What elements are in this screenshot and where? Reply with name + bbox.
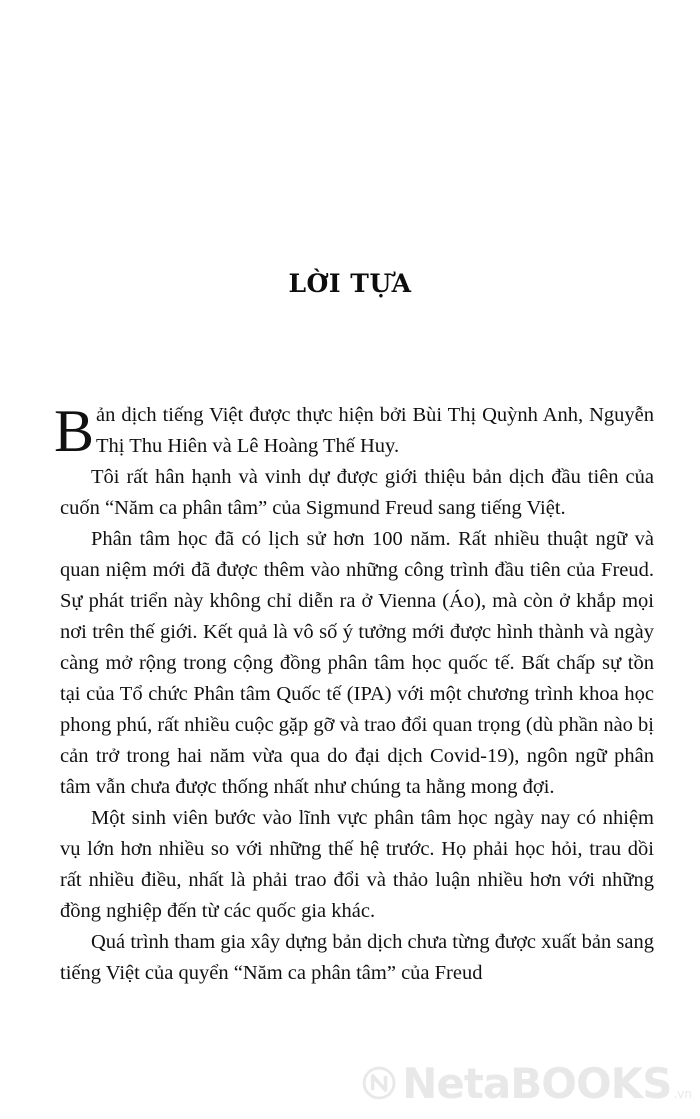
- body-text: [54, 398, 654, 989]
- paragraph-5: Quá trình tham gia xây dựng bản dịch chưa từng được xuất bản sang tiếng Việt của quyển “Năm ca phân tâm” của Freud: [60, 931, 654, 984]
- paragraph-2: Tôi rất hân hạnh và vinh dự được giới thiệu bản dịch đầu tiên của cuốn “Năm ca phân tâm” của Sigmund Freud sang tiếng Việt.: [60, 466, 654, 519]
- drop-cap: B: [54, 398, 95, 464]
- paragraph-1-text: ản dịch tiếng Việt được thực hiện bởi Bùi Thị Quỳnh Anh, Nguyễn Thị Thu Hiên và Lê Hoàng Thế Huy.: [96, 404, 654, 457]
- paragraph-1: [54, 398, 654, 464]
- watermark-text: NetaBOOKS: [402, 1058, 672, 1108]
- watermark-suffix: .vn: [673, 1087, 692, 1101]
- page-title: LỜI TỰA: [288, 268, 412, 298]
- paragraph-3: Phân tâm học đã có lịch sử hơn 100 năm. Rất nhiều thuật ngữ và quan niệm mới đã được thêm vào những công trình đầu tiên của Freud. Sự phát triển này không chỉ diễn ra ở Vienna (Áo), mà còn ở khắp mọi nơi trên thế giới. Kết quả là vô số ý tưởng mới được hình thành và ngày càng mở rộng trong cộng đồng phân tâm học quốc tế. Bất chấp sự tồn tại của Tổ chức Phân tâm Quốc tế (IPA) với một chương trình khoa học phong phú, rất nhiều cuộc gặp gỡ và trao đổi quan trọng (dù phần nào bị cản trở trong hai năm vừa qua do đại dịch Covid-19), ngôn ngữ phân tâm vẫn chưa được thống nhất như chúng ta hằng mong đợi.: [60, 528, 654, 798]
- paragraph-4: Một sinh viên bước vào lĩnh vực phân tâm học ngày nay có nhiệm vụ lớn hơn nhiều so với những thế hệ trước. Họ phải học hỏi, trau dồi rất nhiều điều, nhất là phải trao đổi và thảo luận nhiều hơn với những đồng nghiệp đến từ các quốc gia khác.: [60, 807, 654, 922]
- watermark: [362, 1053, 692, 1113]
- netabooks-logo-icon: [362, 1059, 396, 1107]
